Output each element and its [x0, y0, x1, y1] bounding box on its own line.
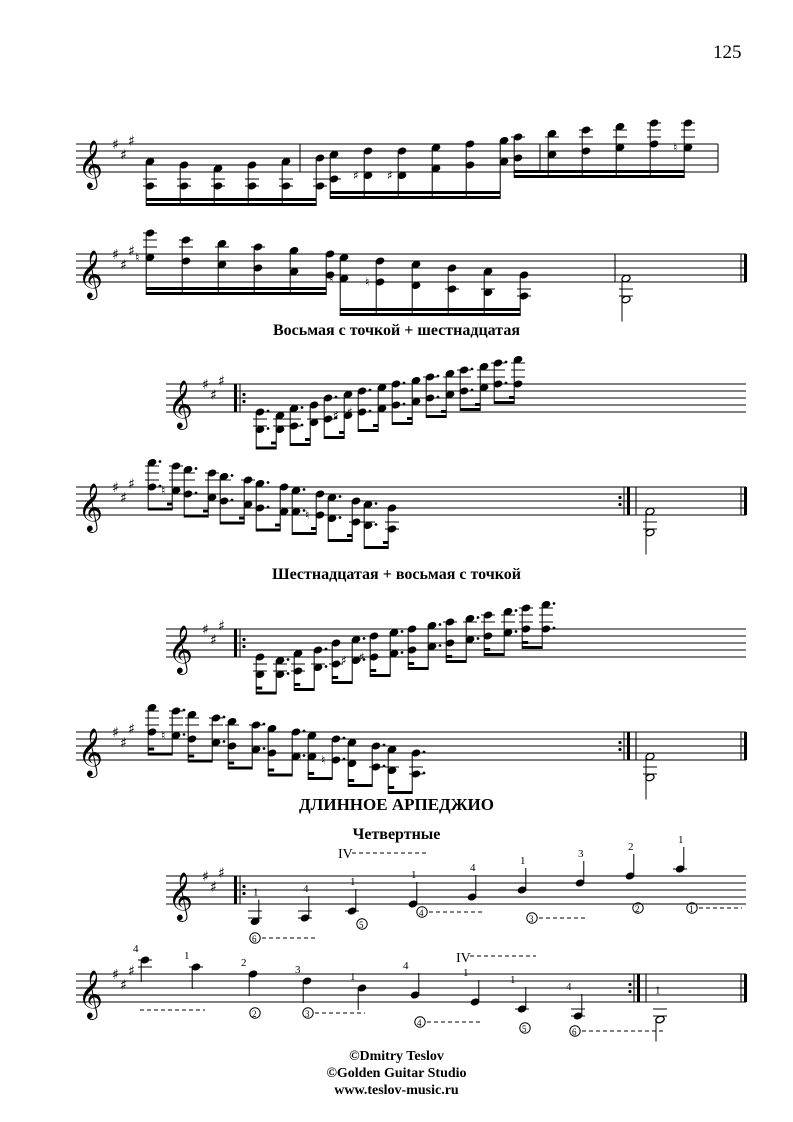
partial-beam	[347, 534, 352, 537]
augmentation-dot	[267, 506, 270, 509]
heading-fourths: Четвертные	[352, 826, 441, 843]
beam	[330, 191, 500, 194]
fingering-number: 4	[470, 862, 476, 874]
string-number: 3	[529, 913, 534, 924]
sharp-icon: ♯	[341, 653, 347, 668]
fingering-number: 1	[184, 950, 190, 962]
augmentation-dot	[301, 406, 304, 409]
partial-beam	[188, 755, 194, 758]
sharp-icon: ♯	[112, 247, 119, 263]
augmentation-dot	[401, 630, 404, 633]
sharp-icon: ♯	[120, 257, 127, 274]
augmentation-dot	[335, 396, 338, 399]
beam	[330, 196, 500, 199]
repeat-end-barline	[637, 974, 640, 1002]
augmentation-dot	[267, 410, 270, 413]
beam	[358, 429, 378, 432]
heading-sixteenth-dotted-eighth: Шестнадцатая + восьмая с точкой	[272, 566, 521, 583]
sharp-icon: ♯	[347, 405, 353, 419]
fingering-number: 1	[520, 855, 526, 867]
natural-icon: ♮	[329, 271, 334, 286]
augmentation-dot	[303, 730, 306, 733]
beam	[146, 198, 316, 201]
augmentation-dot	[183, 733, 186, 736]
sharp-icon: ♯	[218, 373, 225, 390]
sharp-icon: ♯	[120, 490, 127, 507]
treble-clef-icon: 𝄞	[78, 727, 103, 776]
copyright-footer	[0, 1048, 793, 1099]
staff-system-6	[70, 700, 750, 790]
beam	[148, 753, 172, 756]
beam	[148, 508, 172, 511]
augmentation-dot	[375, 523, 378, 526]
treble-clef-icon: 𝄞	[168, 871, 193, 920]
treble-clef-icon: 𝄞	[78, 139, 103, 188]
string-number: 6	[572, 1026, 577, 1037]
augmentation-dot	[287, 672, 290, 675]
partial-beam	[271, 442, 276, 445]
beam	[256, 447, 276, 450]
sharp-icon: ♯	[128, 476, 135, 493]
augmentation-dot	[383, 744, 386, 747]
beam	[340, 308, 520, 311]
fingering-number: 2	[628, 841, 634, 853]
fingering-number: 4	[403, 960, 409, 972]
sharp-icon: ♯	[353, 168, 359, 183]
augmentation-dot	[423, 751, 426, 754]
beam	[484, 653, 504, 656]
augmentation-dot	[505, 382, 508, 385]
beam	[328, 539, 352, 542]
beam	[146, 203, 316, 206]
fingering-number: 1	[463, 967, 469, 979]
augmentation-dot	[477, 616, 480, 619]
sharp-icon: ♯	[359, 650, 365, 664]
augmentation-dot	[369, 410, 372, 413]
beam	[408, 667, 428, 670]
sharp-icon: ♯	[387, 168, 393, 183]
staff-system-3	[160, 352, 750, 442]
sharp-icon: ♯	[128, 963, 135, 980]
string-number: 5	[522, 1023, 527, 1034]
augmentation-dot	[231, 474, 234, 477]
natural-icon: ♮	[305, 508, 310, 522]
final-barline	[744, 974, 747, 1002]
augmentation-dot	[339, 516, 342, 519]
fingering-number: 3	[578, 848, 584, 860]
sharp-icon: ♯	[112, 137, 119, 153]
string-number: 6	[252, 933, 257, 944]
string-number: 5	[359, 919, 364, 930]
sharp-icon: ♯	[128, 243, 135, 260]
repeat-start-barline	[234, 629, 237, 657]
augmentation-dot	[423, 772, 426, 775]
string-number: 2	[635, 903, 640, 914]
augmentation-dot	[403, 403, 406, 406]
augmentation-dot	[553, 627, 556, 630]
repeat-dot	[242, 393, 245, 396]
sharp-icon: ♯	[202, 622, 209, 638]
fingering-number: 1	[510, 974, 516, 986]
repeat-dot	[242, 645, 245, 648]
sharp-icon: ♯	[218, 618, 225, 635]
repeat-dot	[242, 638, 245, 641]
partial-beam	[268, 769, 274, 772]
string-number: 2	[252, 1008, 257, 1019]
position-marking: IV	[338, 847, 353, 862]
natural-icon: ♮	[321, 753, 326, 767]
partial-beam	[311, 527, 316, 530]
augmentation-dot	[325, 665, 328, 668]
augmentation-dot	[267, 481, 270, 484]
treble-clef-icon: 𝄞	[78, 249, 103, 298]
fingering-number: 3	[295, 964, 301, 976]
fingering-number: 1	[350, 971, 356, 983]
partial-beam	[373, 424, 378, 427]
augmentation-dot	[375, 502, 378, 505]
partial-beam	[203, 510, 208, 513]
augmentation-dot	[437, 396, 440, 399]
partial-beam	[228, 762, 234, 765]
beam	[446, 660, 466, 663]
augmentation-dot	[553, 602, 556, 605]
fingering-number: 4	[566, 981, 572, 993]
partial-beam	[275, 524, 280, 527]
beam	[332, 681, 352, 684]
partial-beam	[256, 687, 262, 690]
beam	[228, 767, 252, 770]
beam	[292, 532, 316, 535]
partial-beam	[408, 662, 414, 665]
sharp-icon: ♯	[128, 133, 135, 150]
partial-beam	[388, 786, 394, 789]
augmentation-dot	[223, 740, 226, 743]
sharp-icon: ♯	[120, 147, 127, 164]
partial-beam	[370, 669, 376, 672]
beam	[290, 443, 310, 446]
treble-clef-icon: 𝄞	[78, 969, 103, 1018]
final-barline	[744, 487, 747, 515]
beam	[494, 401, 514, 404]
beam	[392, 422, 412, 425]
final-barline	[744, 732, 747, 760]
footer-author: ©Dmitry Teslov	[349, 1049, 444, 1064]
treble-clef-icon: 𝄞	[168, 624, 193, 673]
fingering-number: 1	[655, 984, 661, 997]
partial-beam	[383, 541, 388, 544]
fingering-number: 1	[678, 834, 684, 846]
repeat-dot	[628, 990, 631, 993]
beam	[522, 646, 542, 649]
augmentation-dot	[403, 382, 406, 385]
augmentation-dot	[515, 609, 518, 612]
sharp-icon: ♯	[112, 725, 119, 741]
repeat-dot	[618, 748, 621, 751]
staff-system-8	[70, 940, 750, 1045]
beam	[460, 408, 480, 411]
beam	[256, 692, 276, 695]
augmentation-dot	[471, 368, 474, 371]
sharp-icon: ♯	[210, 632, 217, 649]
beam	[184, 515, 208, 518]
natural-icon: ♮	[281, 504, 286, 519]
partial-beam	[308, 772, 314, 775]
augmentation-dot	[303, 488, 306, 491]
augmentation-dot	[363, 637, 366, 640]
partial-beam	[509, 396, 514, 399]
beam	[340, 313, 520, 316]
partial-beam	[475, 403, 480, 406]
repeat-start-barline	[234, 876, 237, 904]
augmentation-dot	[471, 389, 474, 392]
beam	[514, 175, 684, 178]
repeat-end-barline	[627, 732, 630, 760]
beam	[294, 688, 314, 691]
partial-beam	[148, 748, 154, 751]
repeat-dot	[618, 496, 621, 499]
beam	[426, 415, 446, 418]
augmentation-dot	[439, 623, 442, 626]
string-number: 4	[417, 1017, 422, 1028]
repeat-dot	[242, 892, 245, 895]
staff-system-4	[70, 455, 750, 545]
repeat-dot	[618, 503, 621, 506]
repeat-start-barline	[234, 384, 237, 412]
partial-beam	[339, 431, 344, 434]
augmentation-dot	[439, 644, 442, 647]
beam	[256, 529, 280, 532]
augmentation-dot	[183, 709, 186, 712]
augmentation-dot	[505, 361, 508, 364]
sharp-icon: ♯	[112, 967, 119, 983]
beam	[146, 287, 326, 290]
string-number: 3	[305, 1008, 310, 1019]
natural-icon: ♮	[365, 275, 370, 289]
sharp-icon: ♯	[120, 977, 127, 994]
treble-clef-icon: 𝄞	[78, 482, 103, 531]
natural-icon: ♮	[673, 140, 678, 155]
augmentation-dot	[515, 630, 518, 633]
augmentation-dot	[195, 492, 198, 495]
sharp-icon: ♯	[128, 721, 135, 738]
augmentation-dot	[343, 758, 346, 761]
augmentation-dot	[401, 651, 404, 654]
beam	[268, 774, 292, 777]
staff-system-2	[70, 222, 750, 312]
fingering-number: 1	[350, 876, 356, 888]
partial-beam	[407, 417, 412, 420]
beam	[220, 522, 244, 525]
partial-beam	[441, 410, 446, 413]
staff-system-1	[70, 112, 730, 202]
partial-beam	[305, 438, 310, 441]
augmentation-dot	[477, 637, 480, 640]
repeat-dot	[242, 885, 245, 888]
string-number: 1	[689, 903, 694, 914]
beam	[308, 777, 332, 780]
partial-beam	[332, 676, 338, 679]
repeat-dot	[618, 741, 621, 744]
natural-icon: ♮	[135, 250, 140, 265]
partial-beam	[446, 655, 452, 658]
beam	[146, 292, 326, 295]
augmentation-dot	[263, 747, 266, 750]
beam	[188, 760, 212, 763]
repeat-dot	[628, 983, 631, 986]
page-number: 125	[713, 42, 742, 63]
sharp-icon: ♯	[112, 480, 119, 496]
natural-icon: ♮	[297, 749, 302, 764]
augmentation-dot	[231, 499, 234, 502]
augmentation-dot	[267, 427, 270, 430]
augmentation-dot	[437, 375, 440, 378]
fingering-number: 2	[241, 957, 247, 969]
sharp-icon: ♯	[202, 377, 209, 393]
fingering-number: 1	[411, 869, 417, 881]
augmentation-dot	[343, 737, 346, 740]
partial-beam	[522, 641, 528, 644]
partial-beam	[348, 779, 354, 782]
fingering-number: 4	[303, 883, 309, 895]
augmentation-dot	[303, 754, 306, 757]
partial-beam	[239, 517, 244, 520]
sharp-icon: ♯	[210, 879, 217, 896]
sharp-icon: ♯	[333, 408, 339, 423]
augmentation-dot	[369, 389, 372, 392]
partial-beam	[294, 683, 300, 686]
natural-icon: ♮	[161, 483, 166, 498]
staff-system-5	[160, 597, 750, 687]
position-marking: IV	[456, 951, 471, 966]
augmentation-dot	[263, 723, 266, 726]
augmentation-dot	[325, 648, 328, 651]
treble-clef-icon: 𝄞	[168, 379, 193, 428]
fingering-number: 1	[253, 886, 259, 899]
augmentation-dot	[339, 495, 342, 498]
string-number: 4	[419, 907, 424, 918]
beam	[324, 436, 344, 439]
footer-studio: ©Golden Guitar Studio	[326, 1066, 467, 1081]
sharp-icon: ♯	[210, 387, 217, 404]
partial-beam	[167, 503, 172, 506]
augmentation-dot	[195, 467, 198, 470]
augmentation-dot	[383, 765, 386, 768]
beam	[348, 784, 372, 787]
sharp-icon: ♯	[202, 869, 209, 885]
beam	[370, 674, 390, 677]
repeat-end-barline	[627, 487, 630, 515]
footer-website: www.teslov-music.ru	[334, 1083, 459, 1098]
beam	[364, 546, 388, 549]
augmentation-dot	[159, 460, 162, 463]
augmentation-dot	[301, 424, 304, 427]
heading-dotted-eighth-sixteenth: Восьмая с точкой + шестнадцатая	[273, 322, 520, 339]
augmentation-dot	[223, 716, 226, 719]
repeat-dot	[242, 400, 245, 403]
final-barline	[744, 254, 747, 282]
sharp-icon: ♯	[218, 865, 225, 882]
partial-beam	[484, 648, 490, 651]
beam	[388, 791, 412, 794]
heading-long-arpeggio: ДЛИННОЕ АРПЕДЖИО	[298, 795, 495, 814]
natural-icon: ♮	[161, 728, 166, 743]
augmentation-dot	[287, 658, 290, 661]
fingering-number: 4	[133, 943, 139, 955]
sharp-icon: ♯	[120, 735, 127, 752]
